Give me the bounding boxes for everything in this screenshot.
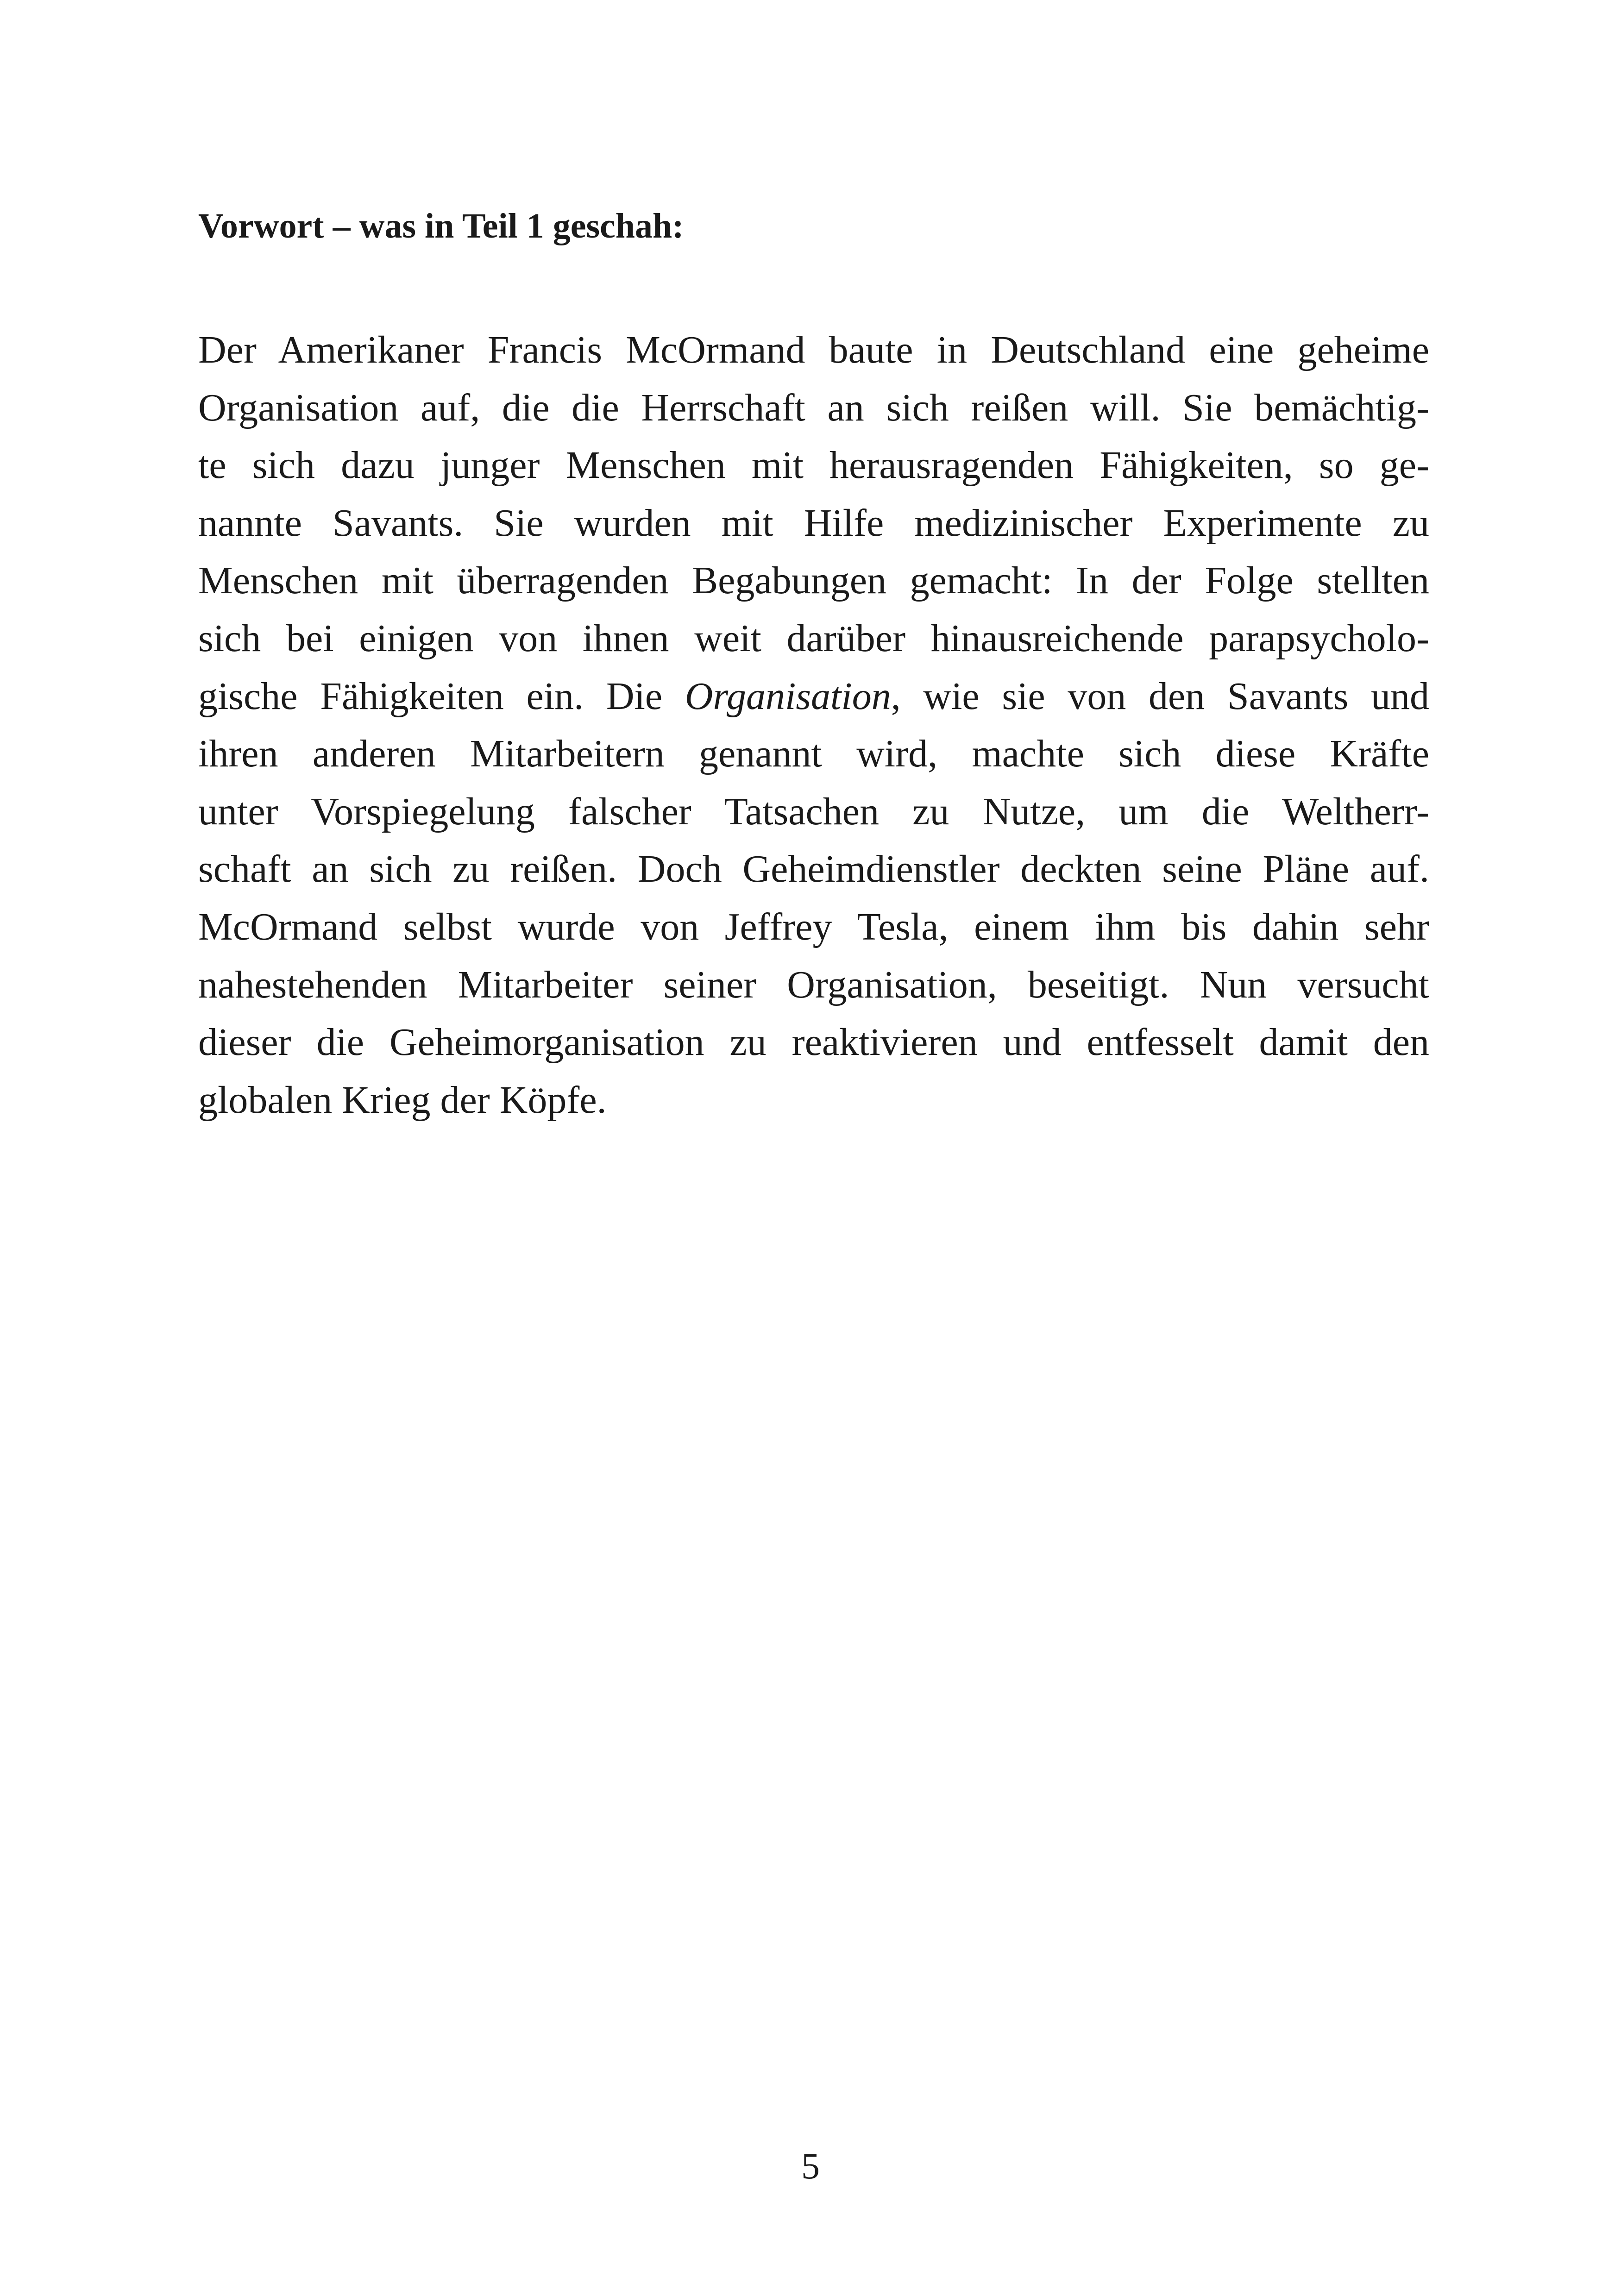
paragraph-line: schaft an sich zu reißen. Doch Geheimdienstler deckten seine Pläne auf. <box>198 847 1429 891</box>
line-text-after-emphasis: , wie sie von den Savants und <box>891 674 1429 718</box>
paragraph-line: Organisation auf, die die Herrschaft an sich reißen will. Sie bemächtig- <box>198 386 1429 429</box>
paragraph-line: McOrmand selbst wurde von Jeffrey Tesla, einem ihm bis dahin sehr <box>198 905 1429 948</box>
page-number: 5 <box>801 2146 820 2187</box>
chapter-heading: Vorwort – was in Teil 1 geschah: <box>198 207 684 245</box>
paragraph-line: nannte Savants. Sie wurden mit Hilfe medizinischer Experimente zu <box>198 501 1429 545</box>
paragraph-line: te sich dazu junger Menschen mit herausragenden Fähigkeiten, so ge- <box>198 444 1429 487</box>
paragraph-line: sich bei einigen von ihnen weit darüber hinausreichende parapsycholo- <box>198 616 1429 660</box>
line-text-before-emphasis: gische Fähigkeiten ein. Die <box>198 674 685 718</box>
preface-paragraph <box>198 321 1429 1129</box>
paragraph-line <box>198 668 1429 726</box>
paragraph-line: Menschen mit überragenden Begabungen gemacht: In der Folge stellten <box>198 559 1429 602</box>
paragraph-line: dieser die Geheimorganisation zu reaktivieren und entfesselt damit den <box>198 1021 1429 1064</box>
paragraph-line: nahestehenden Mitarbeiter seiner Organisation, beseitigt. Nun versucht <box>198 963 1429 1006</box>
paragraph-line: unter Vorspiegelung falscher Tatsachen zu Nutze, um die Weltherr- <box>198 790 1429 833</box>
paragraph-line: ihren anderen Mitarbeitern genannt wird, machte sich diese Kräfte <box>198 732 1429 776</box>
paragraph-last-line: globalen Krieg der Köpfe. <box>198 1078 607 1122</box>
paragraph-line: Der Amerikaner Francis McOrmand baute in Deutschland eine geheime <box>198 328 1429 371</box>
emphasized-term: Organisation <box>685 674 891 718</box>
